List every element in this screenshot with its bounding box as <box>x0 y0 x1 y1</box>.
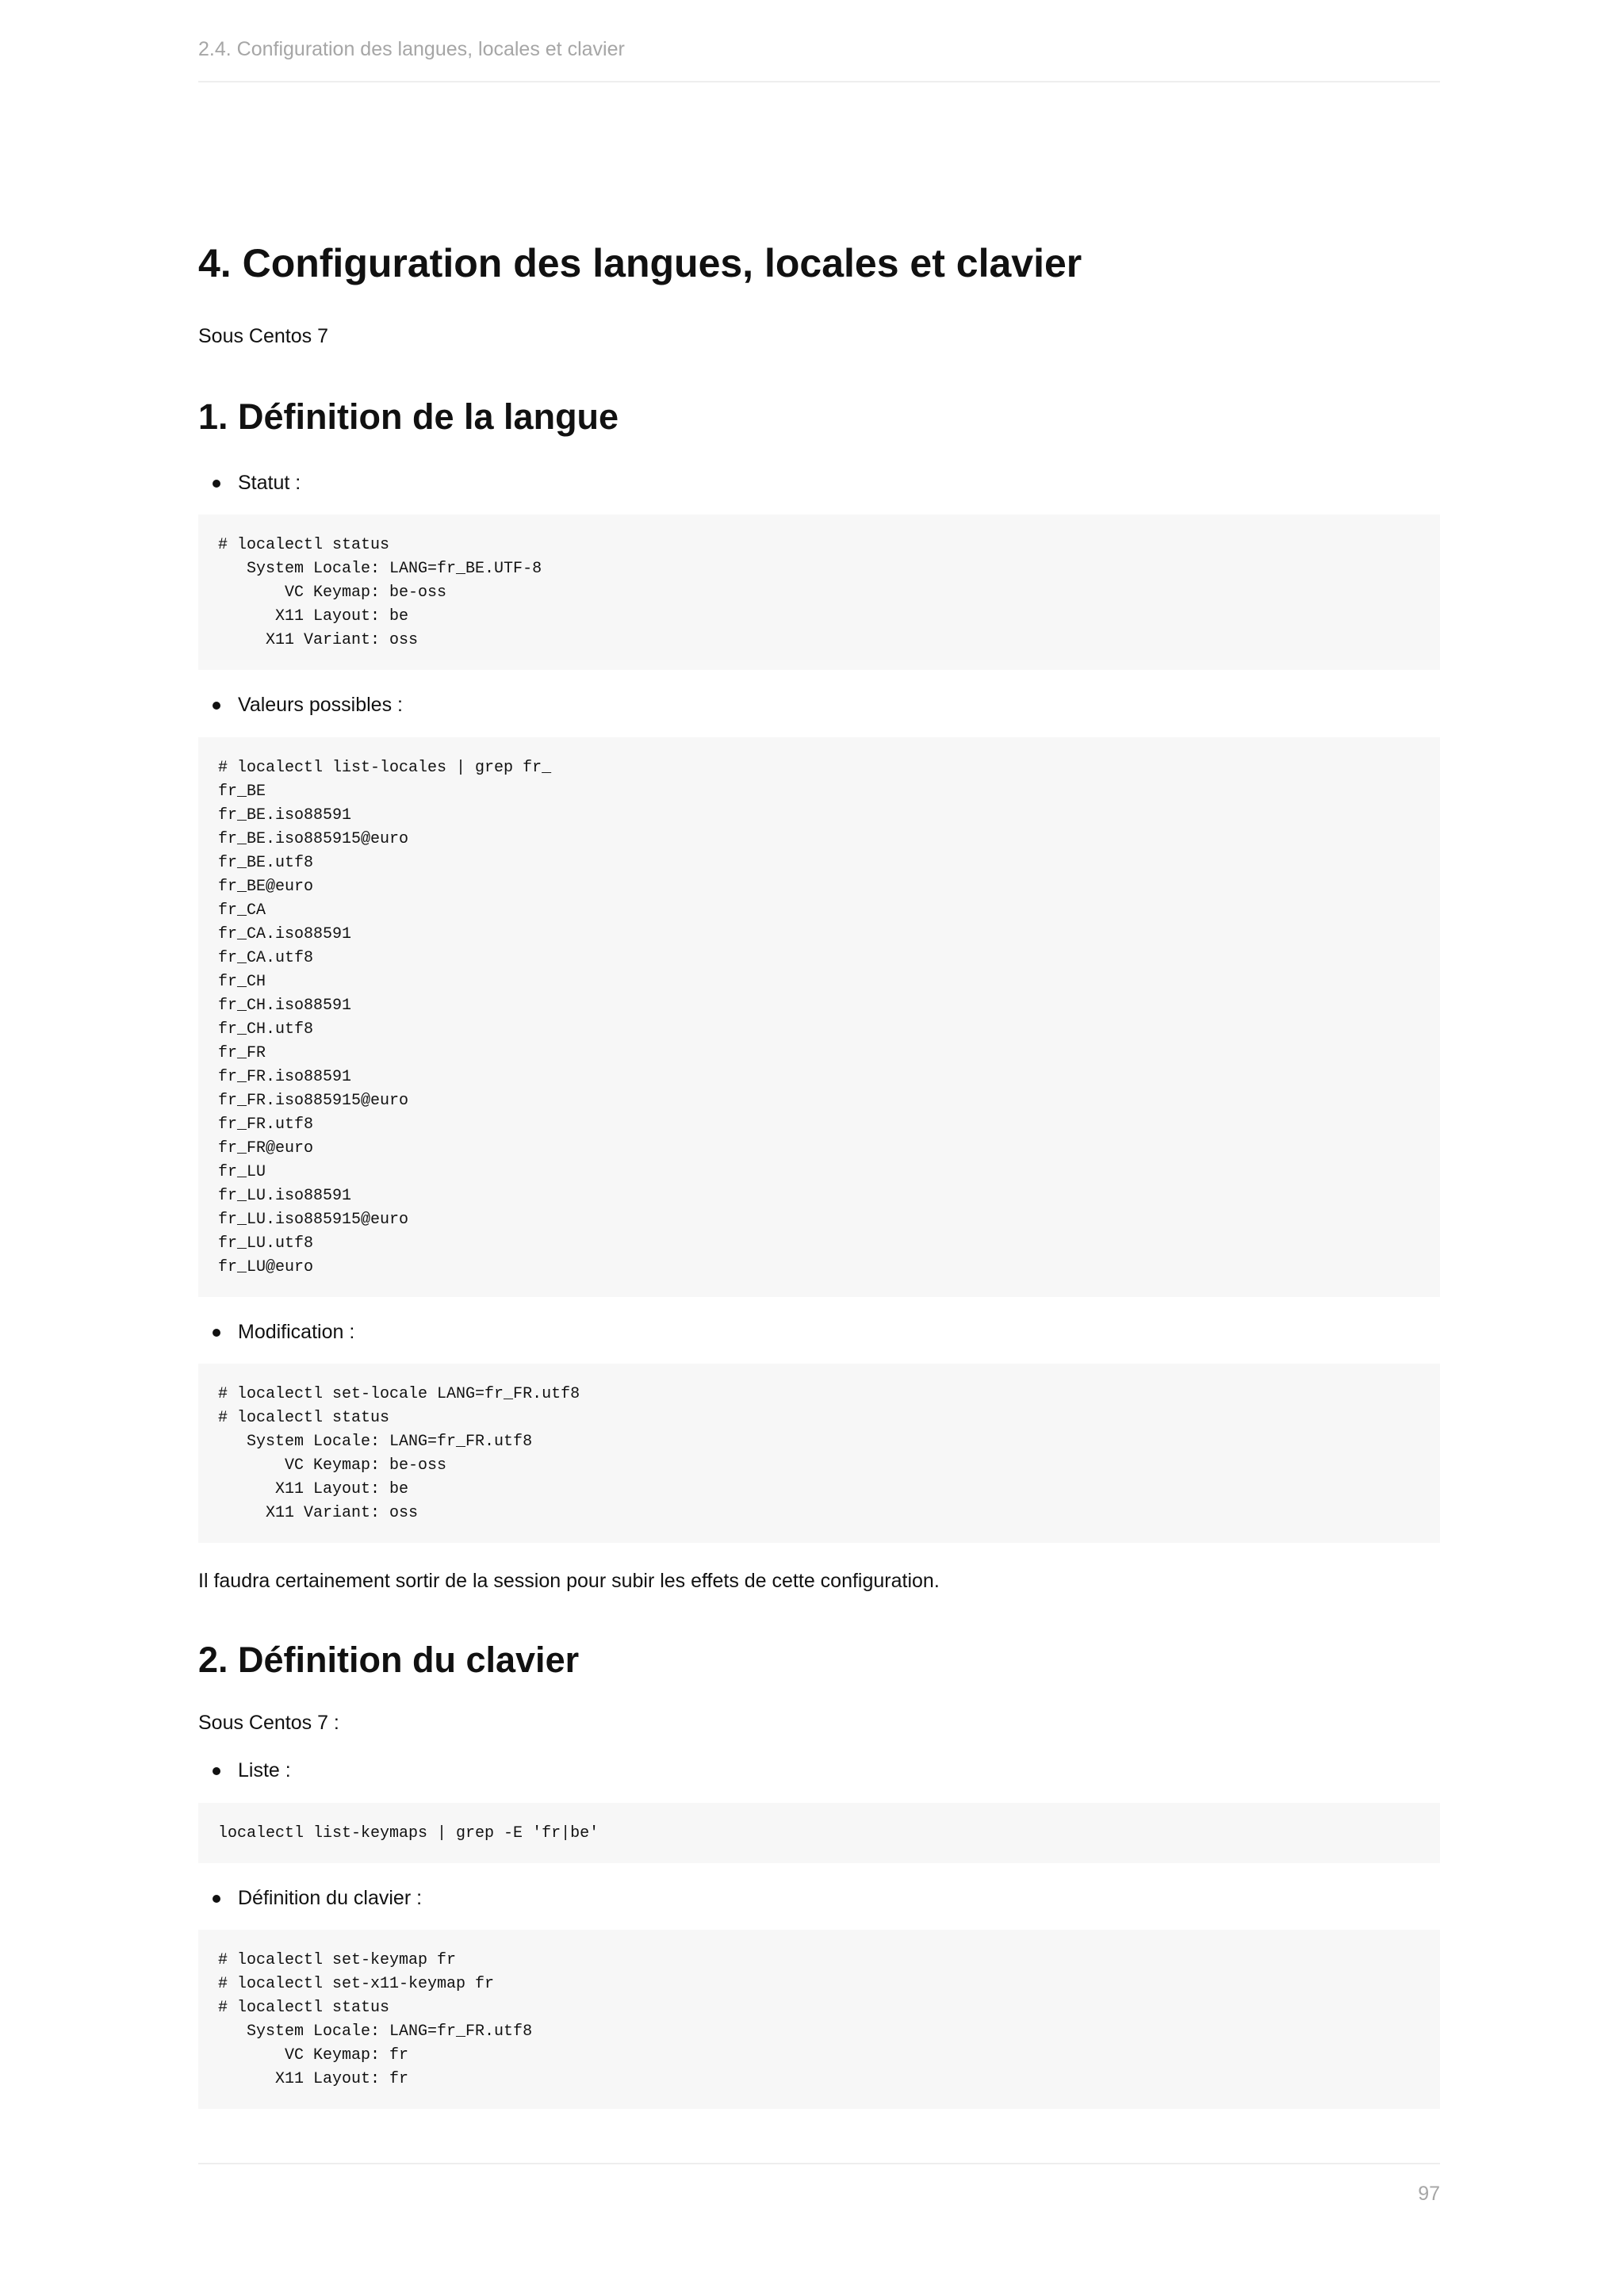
code-block-set-keymap: # localectl set-keymap fr # localectl set-x11-keymap fr # localectl status System Locale: LANG=fr_FR.utf8 VC Keymap: fr X11 Layout: fr <box>198 1930 1440 2109</box>
section-title-language: 1. Définition de la langue <box>198 396 619 437</box>
section2-intro: Sous Centos 7 : <box>198 1711 339 1734</box>
running-header: 2.4. Configuration des langues, locales et clavier <box>198 38 625 60</box>
code-block-keymaps-list: localectl list-keymaps | grep -E 'fr|be' <box>198 1803 1440 1863</box>
document-page <box>198 0 1440 2296</box>
footer-divider <box>198 2163 1440 2164</box>
bullet-list: Liste : <box>198 1758 1440 1784</box>
bullet-keyboard-definition: Définition du clavier : <box>198 1885 1440 1911</box>
bullet-status: Statut : <box>198 470 1440 496</box>
chapter-intro: Sous Centos 7 <box>198 325 328 347</box>
session-note: Il faudra certainement sortir de la session pour subir les effets de cette configuration. <box>198 1570 940 1592</box>
code-block-locales-list: # localectl list-locales | grep fr_ fr_BE fr_BE.iso88591 fr_BE.iso885915@euro fr_BE.utf8 fr_BE@euro fr_CA fr_CA.iso88591 fr_CA.utf8 fr_CH fr_CH.iso88591 fr_CH.utf8 fr_FR fr_FR.iso88591 fr_FR.iso885915@euro fr_FR.utf8 fr_FR@euro fr_LU fr_LU.iso88591 fr_LU.iso885915@euro fr_LU.utf8 fr_LU@euro <box>198 737 1440 1297</box>
bullet-possible-values: Valeurs possibles : <box>198 692 1440 718</box>
header-divider <box>198 81 1440 82</box>
code-block-set-locale: # localectl set-locale LANG=fr_FR.utf8 # localectl status System Locale: LANG=fr_FR.utf8 VC Keymap: be-oss X11 Layout: be X11 Variant: oss <box>198 1364 1440 1543</box>
chapter-title: 4. Configuration des langues, locales et clavier <box>198 241 1082 285</box>
section-title-keyboard: 2. Définition du clavier <box>198 1639 580 1680</box>
page-number: 97 <box>1418 2183 1440 2205</box>
code-block-status: # localectl status System Locale: LANG=fr_BE.UTF-8 VC Keymap: be-oss X11 Layout: be X11 Variant: oss <box>198 515 1440 670</box>
page-content <box>198 239 1440 2109</box>
bullet-modification: Modification : <box>198 1319 1440 1345</box>
